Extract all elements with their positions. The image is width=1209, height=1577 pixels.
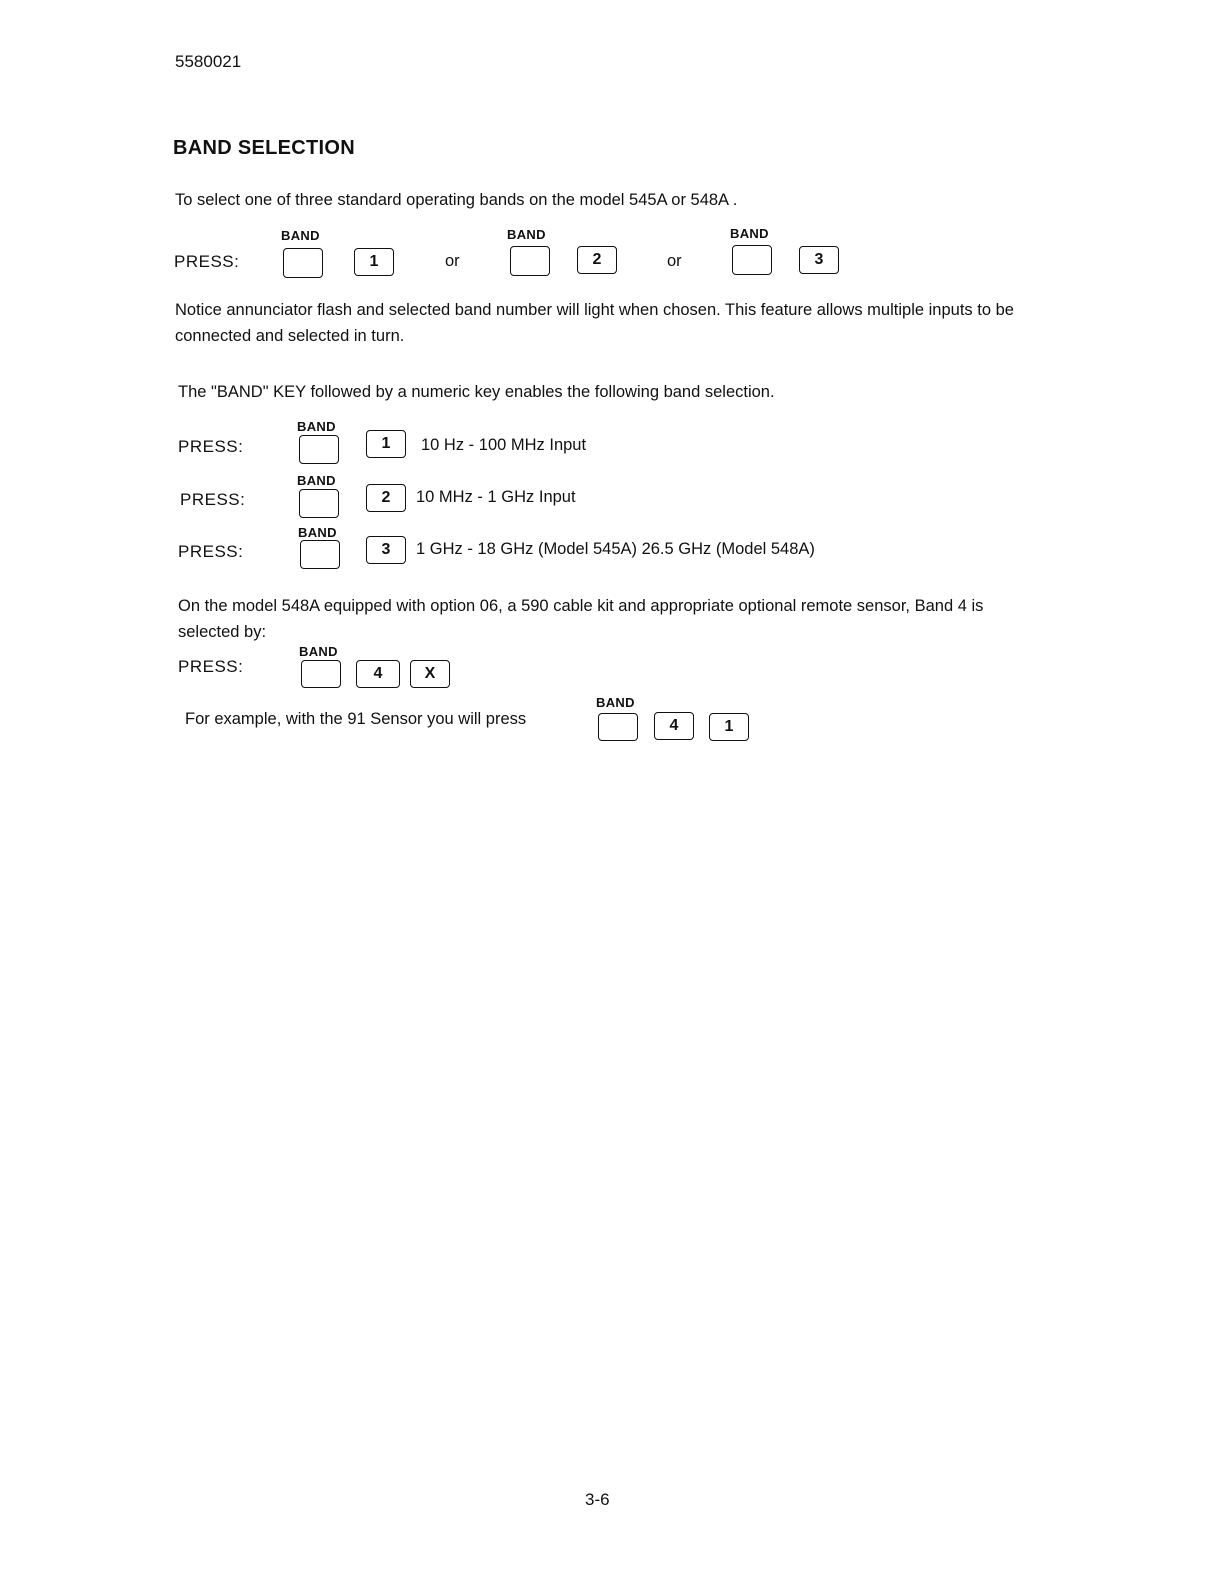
- band-3-description: 1 GHz - 18 GHz (Model 545A) 26.5 GHz (Model 548A): [416, 540, 815, 558]
- numeric-key-4[interactable]: 4: [654, 712, 694, 740]
- band-key[interactable]: [283, 248, 323, 278]
- band-key[interactable]: [299, 435, 339, 464]
- numeric-key-2[interactable]: 2: [366, 484, 406, 512]
- section-title: BAND SELECTION: [173, 137, 355, 159]
- option-06-text: On the model 548A equipped with option 06, a 590 cable kit and appropriate optional remote sensor, Band 4 is selected by:: [178, 597, 984, 641]
- numeric-key-3[interactable]: 3: [366, 536, 406, 564]
- x-key[interactable]: X: [410, 660, 450, 688]
- or-text: or: [667, 252, 682, 270]
- document-number: 5580021: [175, 52, 242, 71]
- press-label: PRESS:: [178, 657, 244, 676]
- page-number: 3-6: [585, 1490, 610, 1509]
- band-key[interactable]: [510, 246, 550, 276]
- press-label: PRESS:: [178, 542, 244, 561]
- band-label: BAND: [507, 227, 546, 242]
- band-label: BAND: [297, 473, 336, 488]
- numeric-key-4[interactable]: 4: [356, 660, 400, 688]
- numeric-key-1[interactable]: 1: [354, 248, 394, 276]
- band-label: BAND: [299, 644, 338, 659]
- press-label: PRESS:: [180, 490, 246, 509]
- band-key[interactable]: [300, 540, 340, 569]
- band-key[interactable]: [732, 245, 772, 275]
- band-key-description: The "BAND" KEY followed by a numeric key enables the following band selection.: [178, 383, 775, 401]
- band-2-description: 10 MHz - 1 GHz Input: [416, 488, 576, 506]
- numeric-key-1[interactable]: 1: [366, 430, 406, 458]
- band-label: BAND: [298, 525, 337, 540]
- band-label: BAND: [281, 228, 320, 243]
- notice-text: Notice annunciator flash and selected band number will light when chosen. This feature allows multiple inputs to be connected and selected in turn.: [175, 301, 1014, 345]
- band-label: BAND: [596, 695, 635, 710]
- band-key[interactable]: [598, 713, 638, 741]
- intro-text: To select one of three standard operating bands on the model 545A or 548A .: [175, 191, 738, 209]
- band-1-description: 10 Hz - 100 MHz Input: [421, 436, 587, 454]
- numeric-key-2[interactable]: 2: [577, 246, 617, 274]
- numeric-key-3[interactable]: 3: [799, 246, 839, 274]
- press-label: PRESS:: [178, 437, 244, 456]
- press-label: PRESS:: [174, 252, 240, 271]
- or-text: or: [445, 252, 460, 270]
- band-label: BAND: [730, 226, 769, 241]
- band-key[interactable]: [301, 660, 341, 688]
- band-label: BAND: [297, 419, 336, 434]
- example-text: For example, with the 91 Sensor you will press: [185, 710, 527, 728]
- numeric-key-1[interactable]: 1: [709, 713, 749, 741]
- band-key[interactable]: [299, 489, 339, 518]
